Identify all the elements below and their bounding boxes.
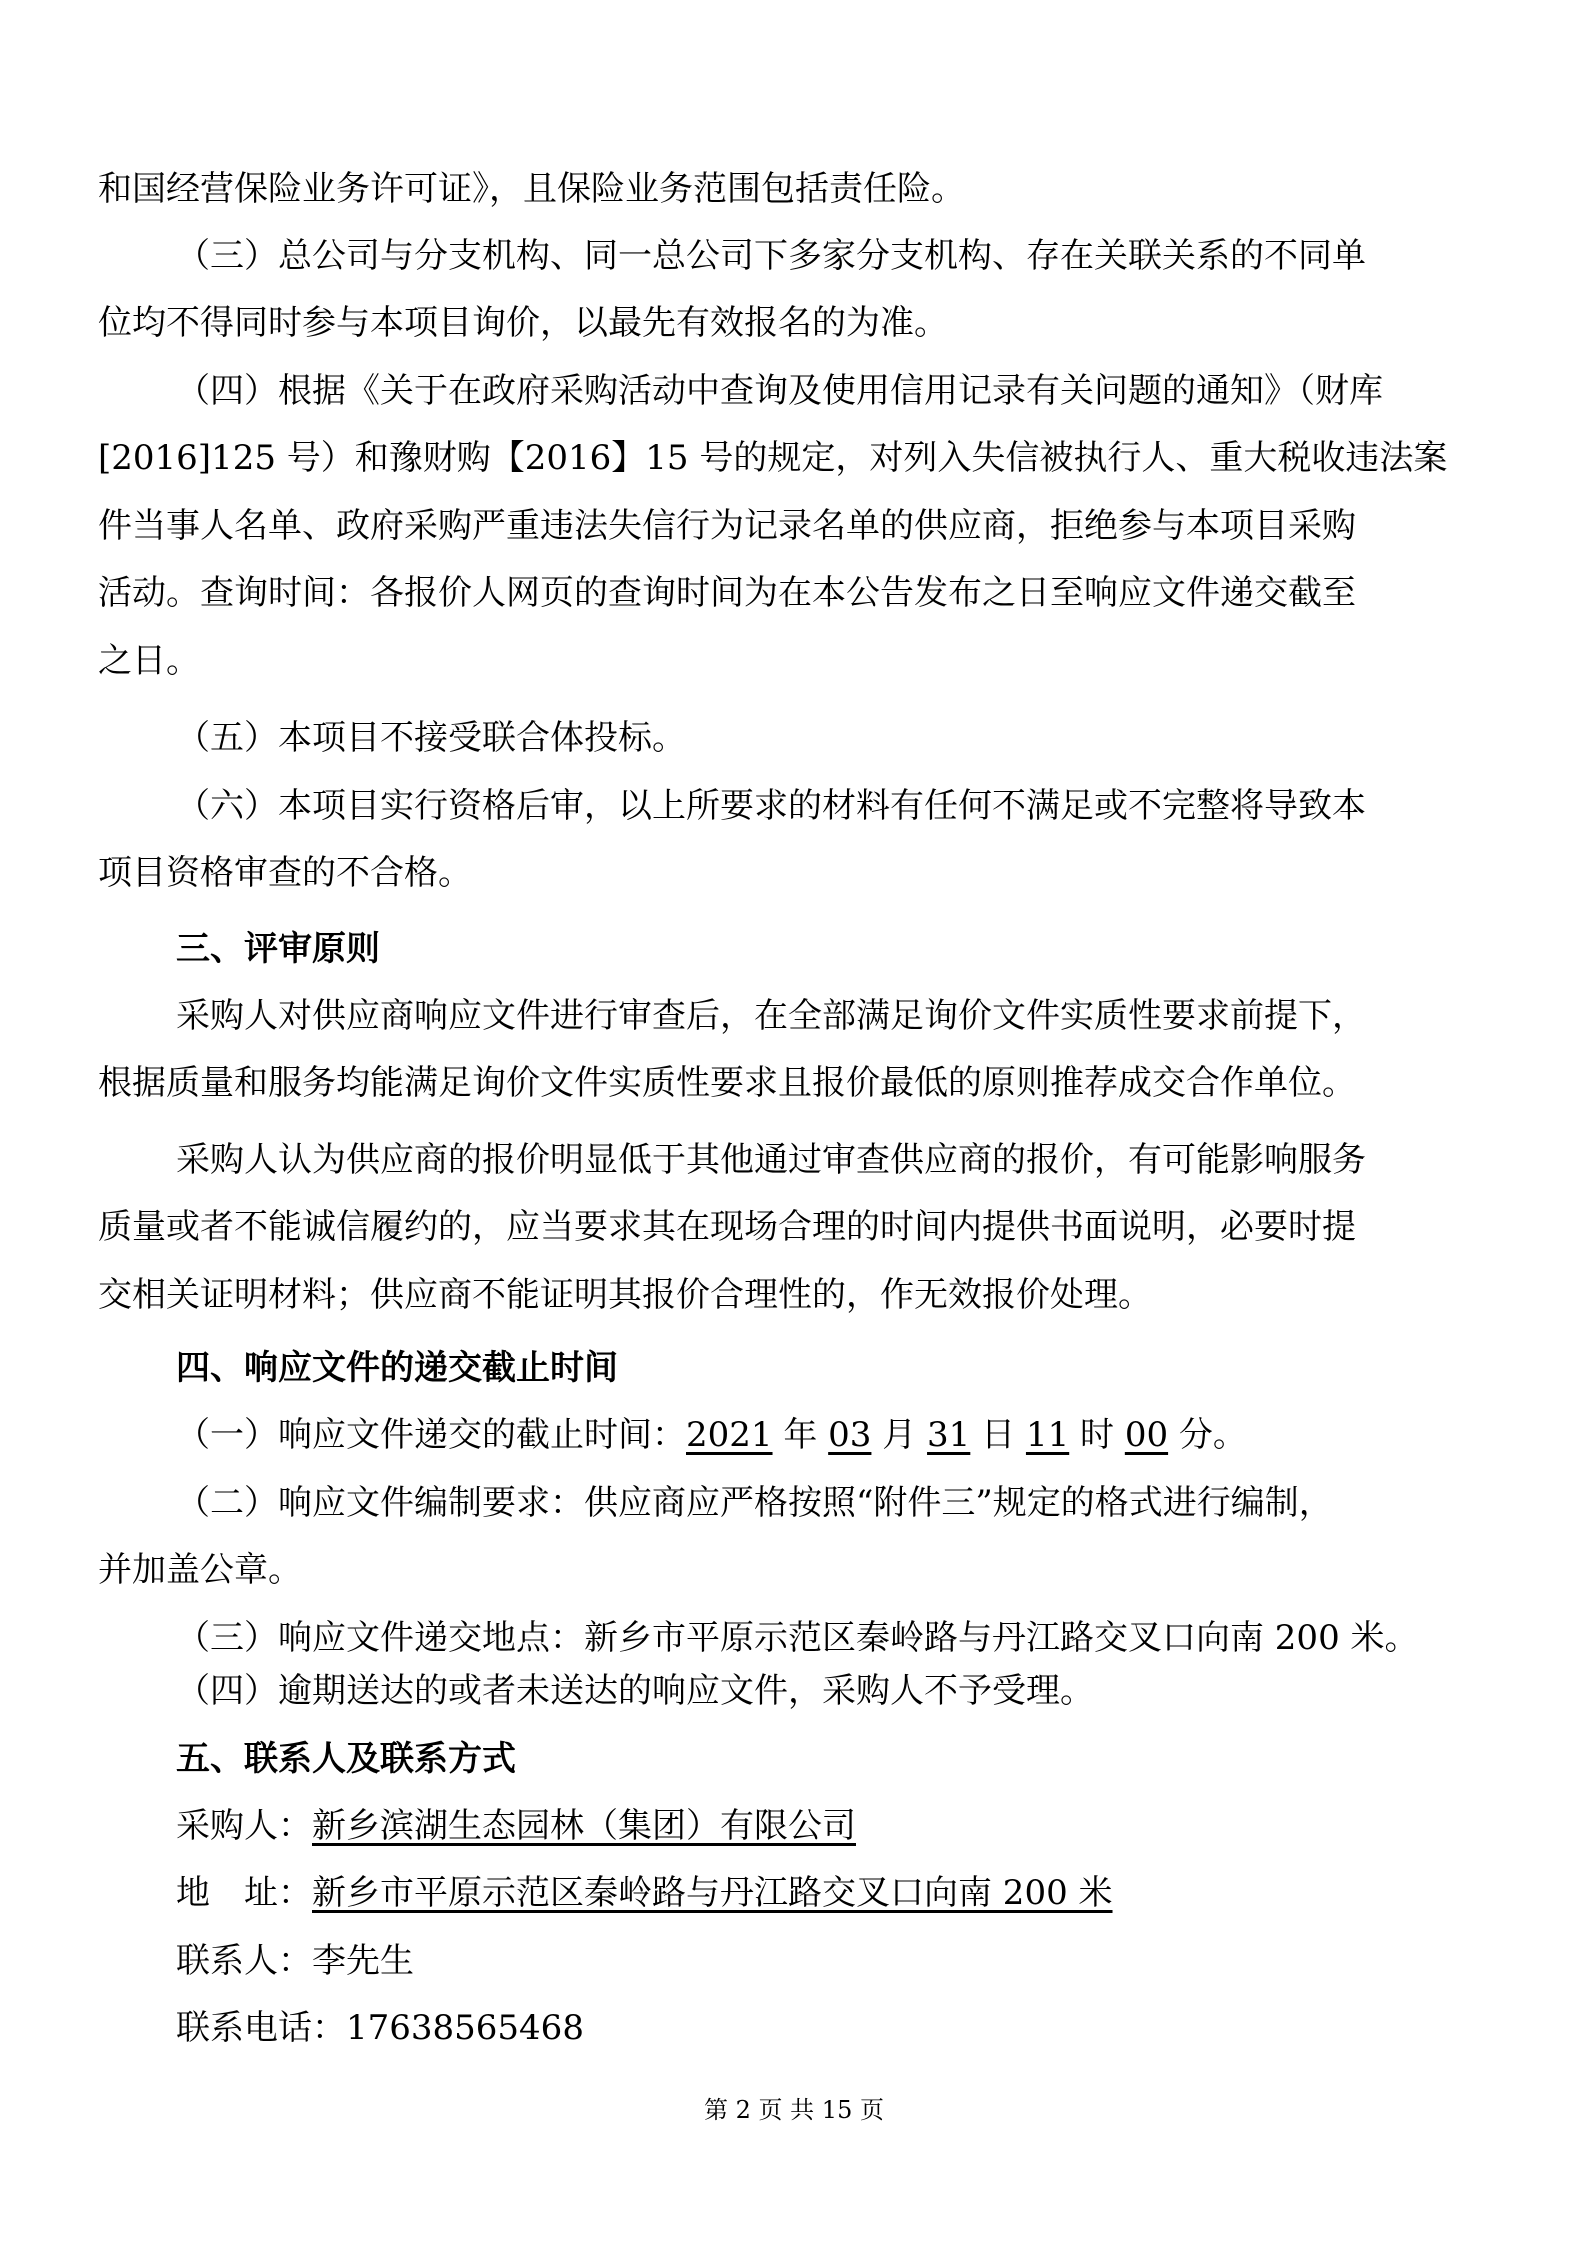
person-label: 联系人： (176, 1941, 312, 1981)
phone-label: 联系电话： (176, 2008, 346, 2048)
contact-phone (176, 2003, 1576, 2053)
paragraph-line: [2016]125 号）和豫财购【2016】15 号的规定，对列入失信被执行人、重大税收违法案 (98, 438, 1448, 478)
paragraph-line: 和国经营保险业务许可证》，且保险业务范围包括责任险。 (98, 169, 965, 209)
deadline-hour: 11 (1025, 1415, 1070, 1455)
paragraph-line: （三）总公司与分支机构、同一总公司下多家分支机构、存在关联关系的不同单 (176, 236, 1366, 276)
contact-address (176, 1868, 1576, 1918)
paragraph-line: 并加盖公章。 (98, 1550, 302, 1590)
contact-buyer (176, 1801, 1576, 1851)
address-value: 新乡市平原示范区秦岭路与丹江路交叉口向南 200 米 (312, 1873, 1113, 1913)
deadline-hour-unit: 时 (1069, 1415, 1125, 1455)
phone-value: 17638565468 (346, 2008, 584, 2048)
paragraph-line: 采购人对供应商响应文件进行审查后，在全部满足询价文件实质性要求前提下， (176, 996, 1366, 1036)
paragraph-line: 之日。 (98, 641, 200, 681)
deadline-prefix: （一）响应文件递交的截止时间： (176, 1415, 686, 1455)
paragraph-line: （五）本项目不接受联合体投标。 (176, 718, 686, 758)
paragraph-line: 件当事人名单、政府采购严重违法失信行为记录名单的供应商，拒绝参与本项目采购 (98, 506, 1356, 546)
paragraph-line: （四）根据《关于在政府采购活动中查询及使用信用记录有关问题的通知》（财库 (176, 371, 1383, 411)
paragraph-line: 采购人认为供应商的报价明显低于其他通过审查供应商的报价，有可能影响服务 (176, 1140, 1366, 1180)
person-value: 李先生 (312, 1941, 414, 1981)
paragraph-line: 根据质量和服务均能满足询价文件实质性要求且报价最低的原则推荐成交合作单位。 (98, 1063, 1356, 1103)
page-footer: 第 2 页 共 15 页 (704, 2096, 884, 2124)
section-heading: 五、联系人及联系方式 (176, 1739, 516, 1779)
paragraph-line: 项目资格审查的不合格。 (98, 853, 472, 893)
deadline-day: 31 (927, 1415, 971, 1455)
address-label: 地 址： (176, 1873, 312, 1913)
deadline-line (176, 1410, 1576, 1460)
paragraph-line: （六）本项目实行资格后审，以上所要求的材料有任何不满足或不完整将导致本 (176, 786, 1366, 826)
paragraph-line: 活动。查询时间：各报价人网页的查询时间为在本公告发布之日至响应文件递交截至 (98, 573, 1356, 613)
deadline-month-unit: 月 (871, 1415, 928, 1455)
paragraph-line: 质量或者不能诚信履约的，应当要求其在现场合理的时间内提供书面说明，必要时提 (98, 1207, 1356, 1247)
deadline-month: 03 (828, 1415, 872, 1455)
deadline-year-unit: 年 (772, 1415, 829, 1455)
paragraph-line: （二）响应文件编制要求：供应商应严格按照“附件三”规定的格式进行编制， (176, 1483, 1333, 1523)
deadline-minute: 00 (1124, 1415, 1169, 1455)
section-heading: 三、评审原则 (176, 929, 380, 969)
deadline-minute-unit: 分。 (1168, 1415, 1247, 1455)
buyer-value: 新乡滨湖生态园林（集团）有限公司 (312, 1806, 856, 1846)
paragraph-line: （四）逾期送达的或者未送达的响应文件，采购人不予受理。 (176, 1671, 1094, 1711)
deadline-day-unit: 日 (970, 1415, 1026, 1455)
paragraph-line: 交相关证明材料；供应商不能证明其报价合理性的，作无效报价处理。 (98, 1275, 1152, 1315)
deadline-year: 2021 (686, 1415, 773, 1455)
buyer-label: 采购人： (176, 1806, 312, 1846)
paragraph-line: 位均不得同时参与本项目询价，以最先有效报名的为准。 (98, 303, 948, 343)
section-heading: 四、响应文件的递交截止时间 (176, 1348, 618, 1388)
paragraph-line: （三）响应文件递交地点：新乡市平原示范区秦岭路与丹江路交叉口向南 200 米。 (176, 1618, 1419, 1658)
contact-person (176, 1936, 1576, 1986)
